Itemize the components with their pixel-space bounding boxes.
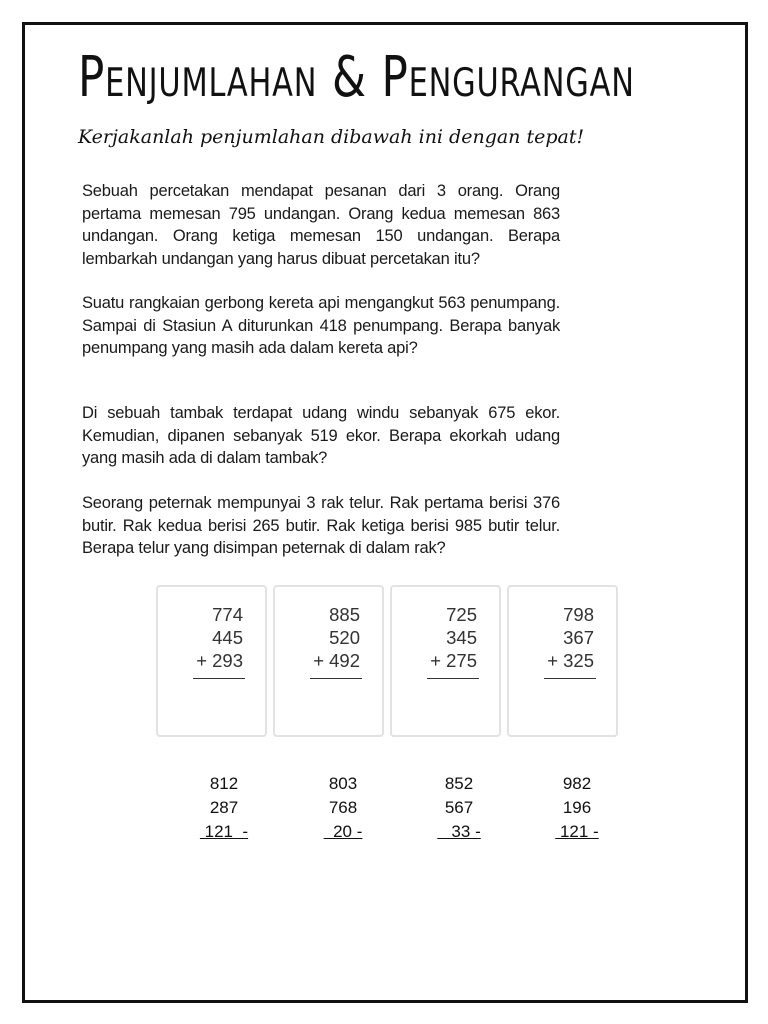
word-problem-3: Di sebuah tambak terdapat udang windu sebanyak 675 ekor. Kemudian, dipanen sebanyak 519 ekor. Berapa ekorkah udang yang masih ada di dalam tambak? <box>82 404 560 467</box>
minuend: 852 <box>444 774 474 793</box>
sum-line <box>193 678 245 679</box>
subtrahend-2: 121 - <box>199 822 249 841</box>
addend-2: 345 <box>446 627 477 648</box>
word-problem-2: Suatu rangkaian gerbong kereta api mengangkut 563 penumpang. Sampai di Stasiun A diturunkan 418 penumpang. Berapa banyak penumpang yang masih ada dalam kereta api? <box>82 294 560 357</box>
sum-line <box>544 678 596 679</box>
addend-1: 798 <box>563 604 594 625</box>
addition-card-1 <box>156 585 267 737</box>
addition-card-2 <box>273 585 384 737</box>
subtraction-column-3 <box>414 772 504 844</box>
instruction-text: Kerjakanlah penjumlahan dibawah ini dengan tepat! <box>78 126 585 148</box>
addend-1: 885 <box>329 604 360 625</box>
subtrahend-2: 33 - <box>437 822 481 841</box>
sum-line <box>310 678 362 679</box>
addend-2: 367 <box>563 627 594 648</box>
addend-3: + 293 <box>196 650 243 671</box>
addend-3: + 325 <box>547 650 594 671</box>
minuend: 982 <box>562 774 592 793</box>
addition-card-4 <box>507 585 618 737</box>
minuend: 803 <box>328 774 358 793</box>
addend-2: 445 <box>212 627 243 648</box>
addition-card-3 <box>390 585 501 737</box>
subtrahend-1: 768 <box>328 798 358 817</box>
addend-2: 520 <box>329 627 360 648</box>
subtrahend-2: 121 - <box>555 822 599 841</box>
minuend: 812 <box>209 774 239 793</box>
subtraction-column-2 <box>298 772 388 844</box>
addend-1: 774 <box>212 604 243 625</box>
subtraction-column-4 <box>532 772 622 844</box>
addend-3: + 492 <box>313 650 360 671</box>
subtraction-column-1 <box>179 772 269 844</box>
word-problem-4: Seorang peternak mempunyai 3 rak telur. Rak pertama berisi 376 butir. Rak kedua berisi 265 butir. Rak ketiga berisi 985 butir telur. Berapa telur yang disimpan peternak di dalam rak? <box>82 494 560 557</box>
subtrahend-1: 567 <box>444 798 474 817</box>
subtrahend-1: 287 <box>209 798 239 817</box>
subtrahend-1: 196 <box>562 798 592 817</box>
page-title: Penjumlahan & Pengurangan <box>78 45 635 110</box>
addend-1: 725 <box>446 604 477 625</box>
subtrahend-2: 20 - <box>323 822 363 841</box>
addend-3: + 275 <box>430 650 477 671</box>
word-problem-1: Sebuah percetakan mendapat pesanan dari 3 orang. Orang pertama memesan 795 undangan. Orang kedua memesan 863 undangan. Orang ketiga memesan 150 undangan. Berapa lembarkah undangan yang harus dibuat percetakan itu? <box>82 182 560 268</box>
sum-line <box>427 678 479 679</box>
